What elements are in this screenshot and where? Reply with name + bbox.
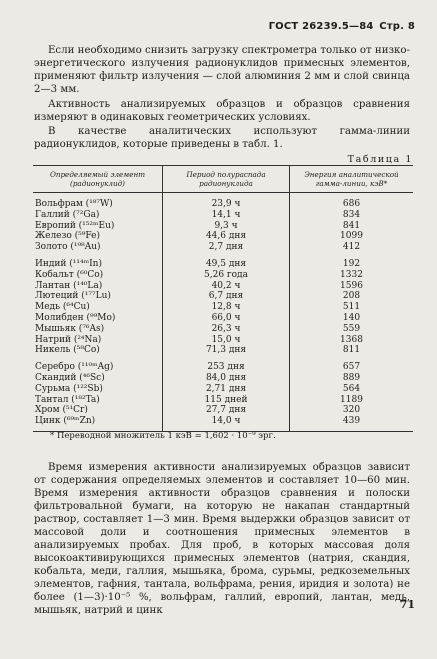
cell-element: Мышьяк (⁷⁶As) [35,323,105,334]
radionuclide-table [33,165,413,432]
cell-half-life: 6,7 дня [163,291,290,302]
cell-energy: 657 [290,362,414,373]
cell-element: Индий (¹¹⁴ᵐIn) [35,258,102,269]
cell-energy: 811 [290,345,414,356]
cell-half-life: 27,7 дня [163,405,290,416]
cell-half-life: 26,3 ч [163,324,290,335]
table-row [33,384,413,395]
cell-element: Никель (⁵⁸Co) [35,345,100,356]
page-number: 71 [399,598,415,611]
paragraph-geometry: Активность анализируемых образцов и образцов сравнения измеряют в одинаковых геометрических условиях. [34,99,410,123]
cell-half-life: 5,26 года [163,270,290,281]
table-row [33,291,413,302]
cell-energy: 1099 [290,231,414,242]
cell-element: Тантал (¹⁸²Ta) [35,394,100,405]
cell-half-life: 84,0 дня [163,373,290,384]
cell-element: Серебро (¹¹⁰ᵐAg) [35,362,114,373]
table-row [33,416,413,431]
table-caption: Таблица 1 [347,154,413,165]
cell-half-life: 71,3 дня [163,345,290,356]
page-label: Стр. 8 [379,21,415,32]
cell-half-life: 14,0 ч [163,416,290,431]
cell-half-life: 40,2 ч [163,281,290,292]
cell-energy: 192 [290,259,414,270]
cell-energy: 320 [290,405,414,416]
cell-energy: 834 [290,210,414,221]
footnote: * Переводной множитель 1 кэВ = 1,602 · 10⁻⁹ эрг. [50,431,276,441]
header-element: Определяемый элемент (радионуклид) [33,166,163,193]
cell-element: Лантан (¹⁴⁰La) [35,280,103,291]
header-half-life: Период полураспада радионуклида [163,166,290,193]
cell-energy: 1332 [290,270,414,281]
cell-energy: 511 [290,302,414,313]
table-row [33,405,413,416]
table-row [33,324,413,335]
cell-half-life: 9,3 ч [163,221,290,232]
cell-element: Хром (⁵¹Cr) [35,405,88,416]
cell-energy: 1368 [290,335,414,346]
header-energy: Энергия аналитической гамма-линии, кэВ* [290,166,414,193]
table-row [33,345,413,356]
cell-energy: 140 [290,313,414,324]
cell-energy: 841 [290,221,414,232]
table-row [33,259,413,270]
table-row [33,242,413,253]
cell-half-life: 14,1 ч [163,210,290,221]
cell-half-life: 12,8 ч [163,302,290,313]
table-row [33,335,413,346]
cell-energy: 564 [290,384,414,395]
cell-half-life: 44,6 дня [163,231,290,242]
table-header-row [33,166,413,193]
cell-half-life: 253 дня [163,362,290,373]
cell-half-life: 115 дней [163,395,290,406]
table-row [33,281,413,292]
cell-element: Цинк (⁶⁹ᵐZn) [35,416,96,427]
table-row [33,210,413,221]
cell-energy: 439 [290,416,414,431]
cell-element: Скандий (⁴⁶Sc) [35,372,105,383]
cell-energy: 1596 [290,281,414,292]
cell-element: Золото (¹⁹⁸Au) [35,242,101,253]
cell-energy: 559 [290,324,414,335]
table-row [33,231,413,242]
paragraph-gamma-lines: В качестве аналитических используют гамма-линии радионуклидов, которые приведены в табл. 1. [34,126,410,150]
table-row [33,199,413,210]
cell-half-life: 66,0 ч [163,313,290,324]
cell-element: Железо (⁵⁹Fe) [35,231,100,242]
page-header [267,21,415,32]
table-row [33,362,413,373]
cell-element: Молибден (⁹⁹Mo) [35,312,116,323]
cell-energy: 412 [290,242,414,253]
cell-element: Галлий (⁷²Ga) [35,209,100,220]
cell-element: Кобальт (⁶⁰Co) [35,269,104,280]
cell-element: Медь (⁶⁴Cu) [35,302,90,313]
table-row [33,302,413,313]
table-row [33,270,413,281]
table-row [33,221,413,232]
cell-half-life: 2,71 дня [163,384,290,395]
standard-number: ГОСТ 26239.5—84 [268,21,374,32]
cell-energy: 686 [290,199,414,210]
cell-element: Лютеций (¹⁷⁷Lu) [35,291,111,302]
cell-half-life: 49,5 дня [163,259,290,270]
cell-element: Вольфрам (¹⁸⁷W) [35,199,113,209]
paragraph-measurement-time: Время измерения активности анализируемых образцов зависит от содержания определяемых элементов и составляет 10—60 мин. Время измерения активности образцов сравнения и полоски фильтровальной бумаги, на которую не накапан стандартный раствор, составляет 1—3 мин. Время выдержки образцов зависит от массовой доли и соотношения примесных элементов в анализируемых пробах. Для проб, в которых массовая доля высокоактивирующихся примесных элементов (натрия, скандия, кобальта, меди, галлия, мышьяка, брома, сурьмы, редкоземельных элементов, гафния, тантала, вольфрама, рения, иридия и золота) не более (1—3)·10⁻⁵ %, вольфрам, галлий, европий, лантан, медь, мышьяк, натрий и цинк [34,462,410,616]
cell-element: Европий (¹⁵²ᵐEu) [35,220,115,231]
cell-half-life: 15,0 ч [163,335,290,346]
cell-half-life: 23,9 ч [163,199,290,210]
cell-energy: 889 [290,373,414,384]
table-row [33,395,413,406]
cell-half-life: 2,7 дня [163,242,290,253]
cell-energy: 208 [290,291,414,302]
table-row [33,313,413,324]
cell-element: Сурьма (¹²²Sb) [35,383,103,394]
cell-element: Натрий (²⁴Na) [35,334,102,345]
table-row [33,373,413,384]
paragraph-filter: Если необходимо снизить загрузку спектрометра только от низко-энергетического излучения радионуклидов примесных элементов, применяют фильтр излучения — слой алюминия 2 мм и слой свинца 2—3 мм. [34,45,410,95]
cell-energy: 1189 [290,395,414,406]
